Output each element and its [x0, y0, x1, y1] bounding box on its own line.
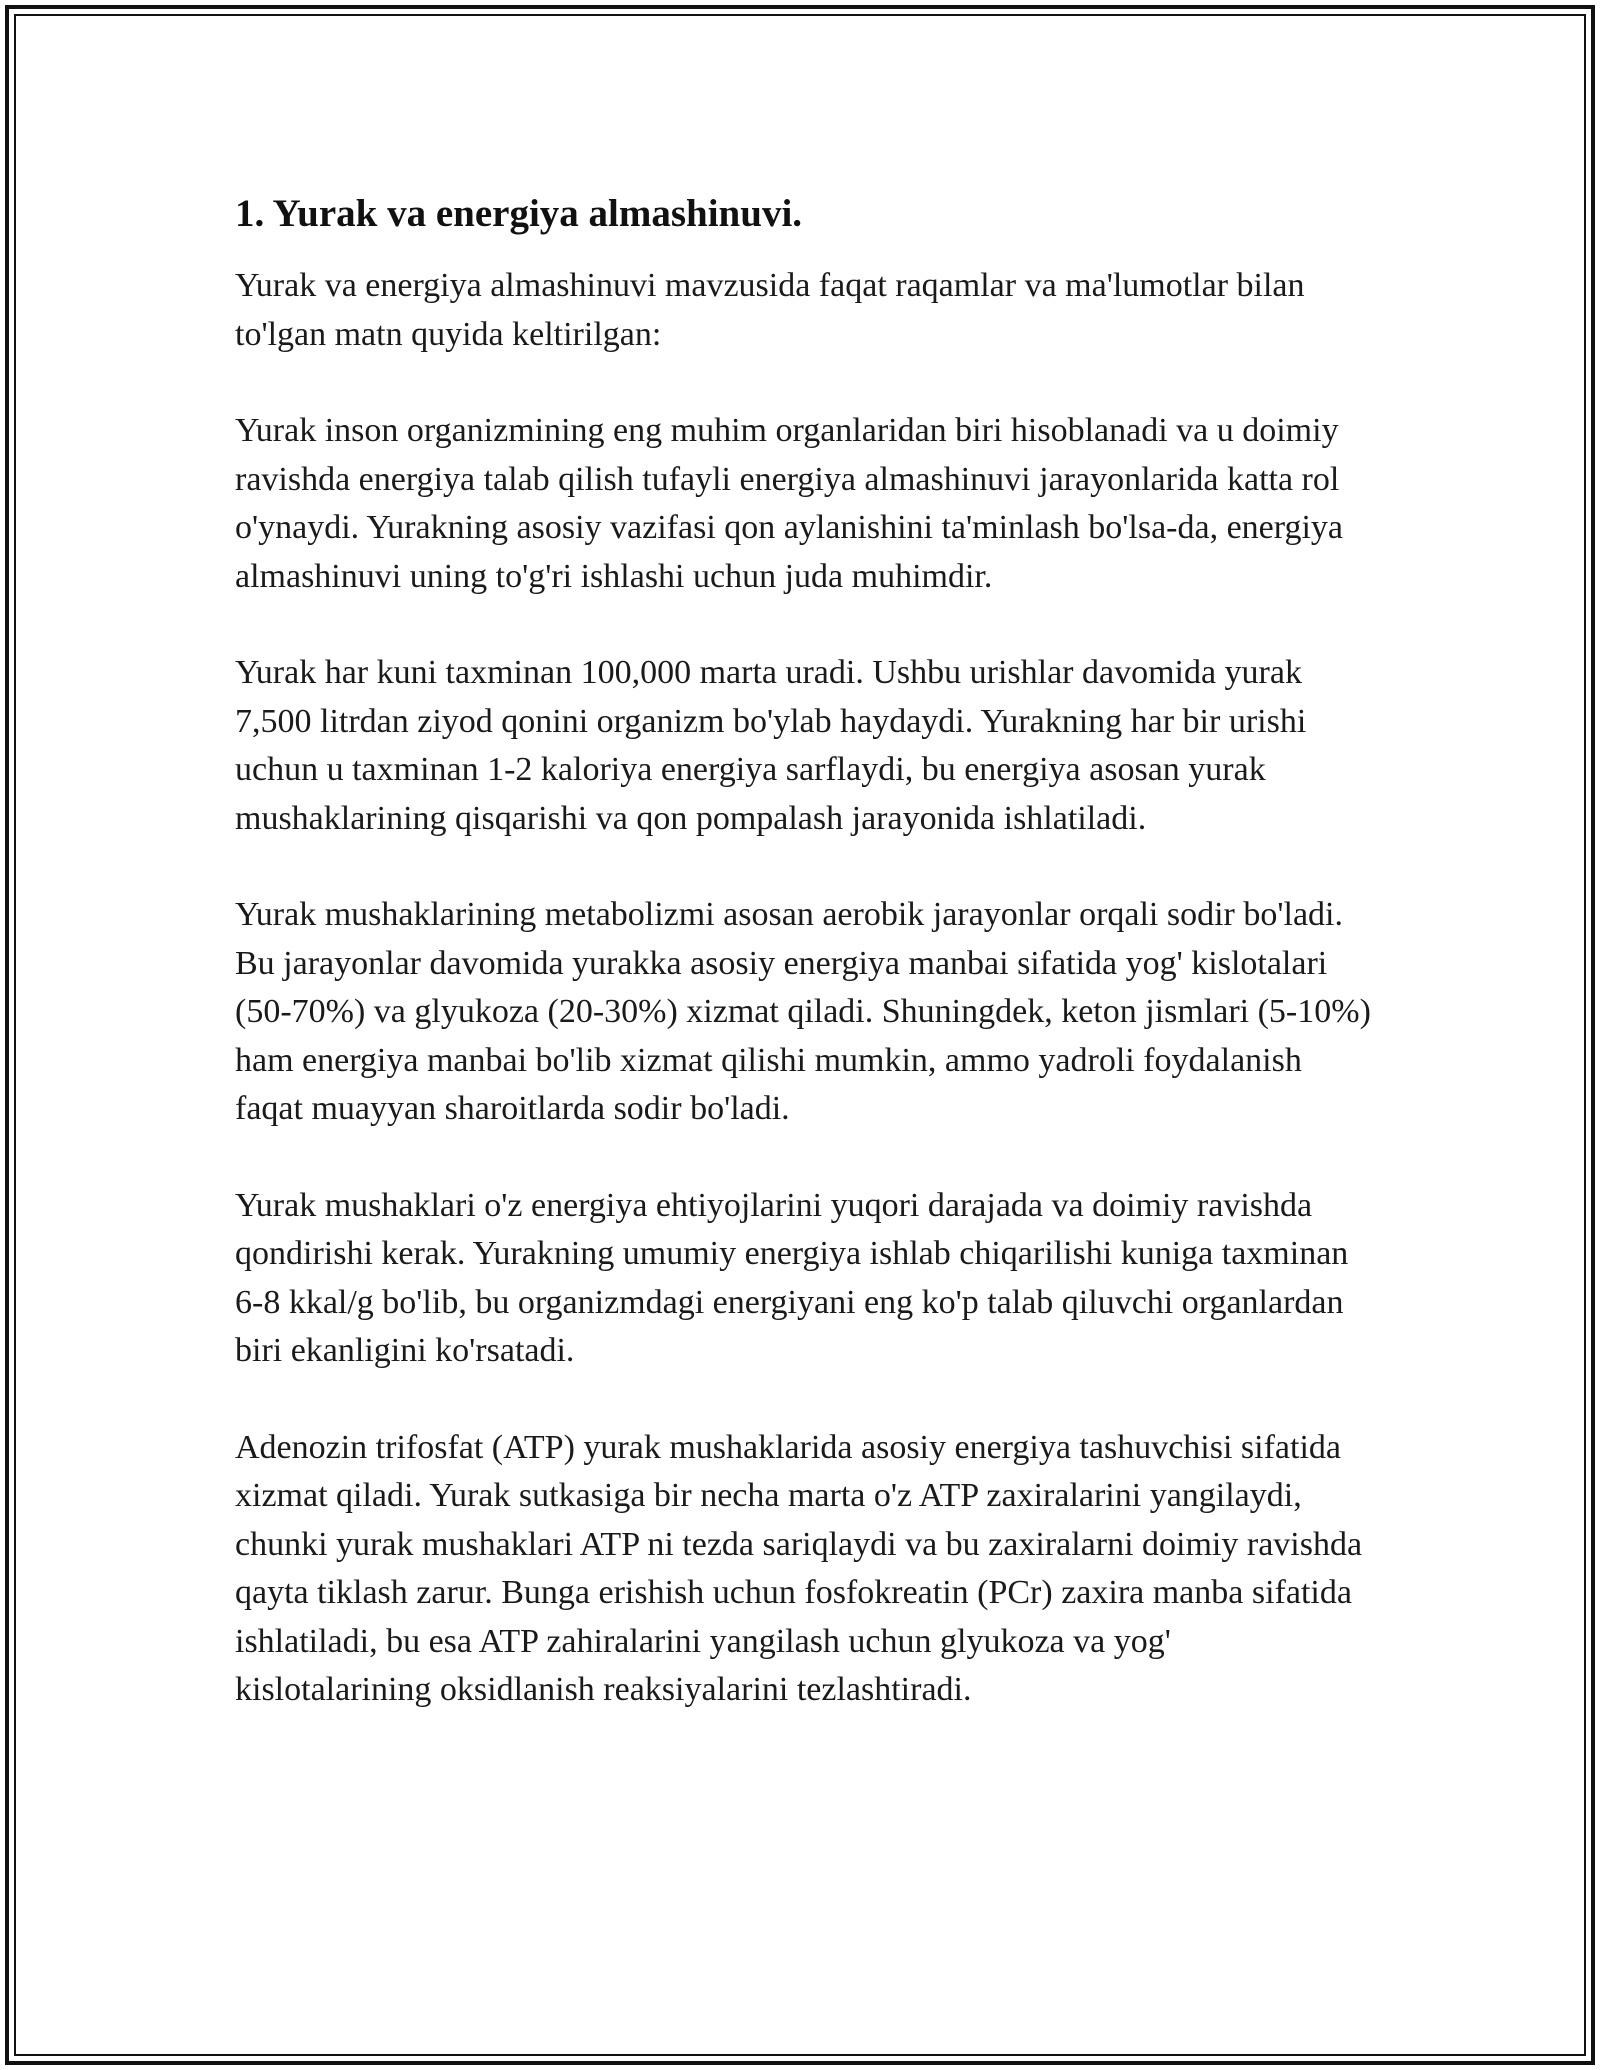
paragraph-atp: Adenozin trifosfat (ATP) yurak mushaklarida asosiy energiya tashuvchisi sifatida xizmat qiladi. Yurak sutkasiga bir necha marta o'z ATP zaxiralarini yangilaydi, chunki yurak mushaklari ATP ni tezda sariqlaydi va bu zaxiralarni doimiy ravishda qayta tiklash zarur. Bunga erishish uchun fosfokreatin (PCr) zaxira manba sifatida ishlatiladi, bu esa ATP zahiralarini yangilash uchun glyukoza va yog' kislotalarining oksidlanish reaksiyalarini tezlashtiradi.	[235, 1428, 1363, 1708]
paragraph-intro: Yurak va energiya almashinuvi mavzusida faqat raqamlar va ma'lumotlar bilan to'lgan matn quyida keltirilgan:	[235, 267, 1305, 353]
paragraph-heart-role: Yurak inson organizmining eng muhim organlaridan biri hisoblanadi va u doimiy ravishda energiya talab qilish tufayli energiya almashinuvi jarayonlarida katta rol o'ynaydi. Yurakning asosiy vazifasi qon aylanishini ta'minlash bo'lsa-da, energiya almashinuvi uning to'g'ri ishlashi uchun juda muhimdir.	[235, 412, 1344, 595]
paragraph-energy-needs: Yurak mushaklari o'z energiya ehtiyojlarini yuqori darajada va doimiy ravishda qondirishi kerak. Yurakning umumiy energiya ishlab chiqarilishi kuniga taxminan 6-8 kkal/g bo'lib, bu organizmdagi energiyani eng ko'p talab qiluvchi organlardan biri ekanligini ko'rsatadi.	[235, 1186, 1349, 1369]
document-body	[235, 186, 1375, 1763]
section-heading: 1. Yurak va energiya almashinuvi.	[235, 192, 803, 235]
paragraph-metabolism: Yurak mushaklarining metabolizmi asosan aerobik jarayonlar orqali sodir bo'ladi. Bu jarayonlar davomida yurakka asosiy energiya manbai sifatida yog' kislotalari (50-70%) va glyukoza (20-30%) xizmat qiladi. Shuningdek, keton jismlari (5-10%) ham energiya manbai bo'lib xizmat qilishi mumkin, ammo yadroli foydalanish faqat muayyan sharoitlarda sodir bo'ladi.	[235, 896, 1371, 1127]
paragraph-heartbeats: Yurak har kuni taxminan 100,000 marta uradi. Ushbu urishlar davomida yurak 7,500 litrdan ziyod qonini organizm bo'ylab haydaydi. Yurakning har bir urishi uchun u taxminan 1-2 kaloriya energiya sarflaydi, bu energiya asosan yurak mushaklarining qisqarishi va qon pompalash jarayonida ishlatiladi.	[235, 654, 1307, 837]
